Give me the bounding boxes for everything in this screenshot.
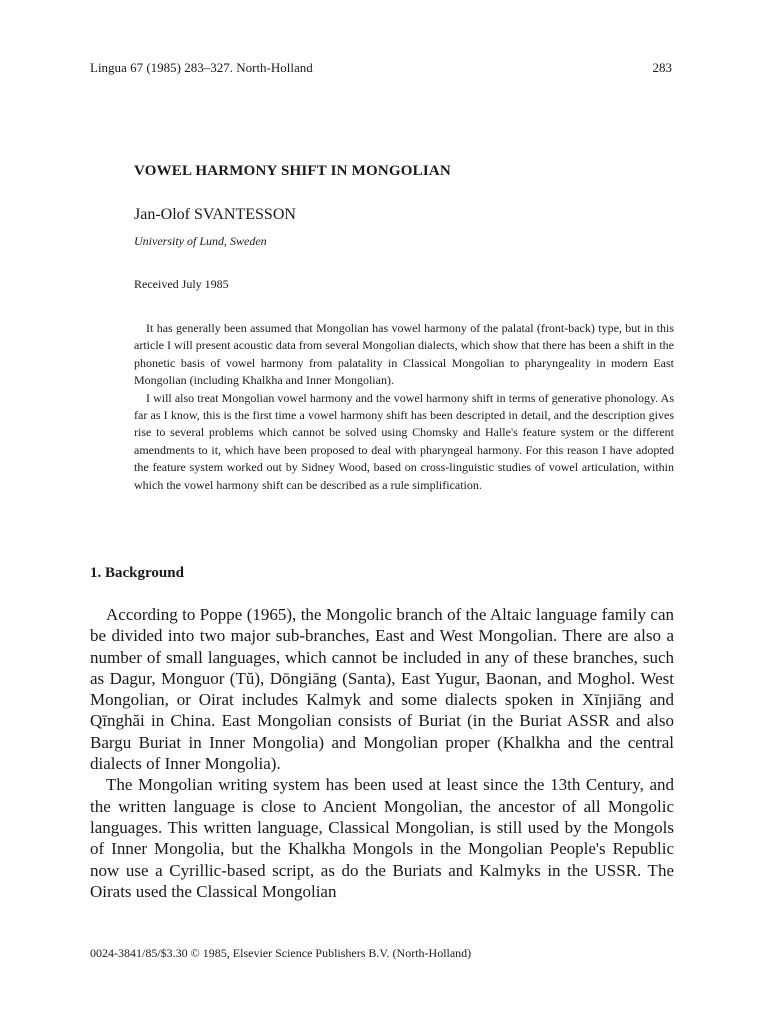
abstract (134, 320, 674, 494)
body-paragraph: The Mongolian writing system has been used at least since the 13th Century, and the written language is close to Ancient Mongolian, the ancestor of all Mongolic languages. This written language, Classical Mongolian, is still used by the Mongols of Inner Mongolia, but the Khalkha Mongols in the Mongolian People's Republic now use a Cyrillic-based script, as do the Buriats and Kalmyks in the USSR. The Oirats used the Classical Mongolian (90, 775, 674, 901)
page-number: 283 (652, 60, 672, 75)
section-body (90, 604, 674, 902)
running-head (90, 60, 672, 76)
body-paragraph: According to Poppe (1965), the Mongolic branch of the Altaic language family can be divided into two major sub-branches, East and West Mongolian. There are also a number of small languages, which cannot be included in any of these branches, such as Dagur, Monguor (Tŭ), Dōngiāng (Santa), East Yugur, Baonan, and Moghol. West Mongolian, or Oirat includes Kalmyk and some dialects spoken in Xīnjiāng and Qīnghăi in China. East Mongolian consists of Buriat (in the Buriat ASSR and also Bargu Buriat in Inner Mongolia) and Mongolian proper (Khalkha and the central dialects of Inner Mongolia). (90, 605, 674, 774)
abstract-paragraph: It has generally been assumed that Mongolian has vowel harmony of the palatal (front-back) type, but in this article I will present acoustic data from several Mongolian dialects, which show that there has been a shift in the phonetic basis of vowel harmony from palatality in Classical Mongolian to pharyngeality in modern East Mongolian (including Khalkha and Inner Mongolian). (134, 321, 674, 388)
copyright-footer: 0024-3841/85/$3.30 © 1985, Elsevier Science Publishers B.V. (North-Holland) (90, 946, 472, 960)
section-heading: 1. Background (90, 565, 184, 581)
abstract-paragraph: I will also treat Mongolian vowel harmony and the vowel harmony shift in terms of generative phonology. As far as I know, this is the first time a vowel harmony shift has been descripted in detail, and the description gives rise to several problems which cannot be solved using Chomsky and Halle's feature system or the different amendments to it, which have been proposed to deal with pharyngeal harmony. For this reason I have adopted the feature system worked out by Sidney Wood, based on cross-linguistic studies of vowel articulation, within which the vowel harmony shift can be described as a rule simplification. (134, 390, 674, 492)
article-author: Jan-Olof SVANTESSON (134, 206, 296, 223)
received-date: Received July 1985 (134, 277, 229, 291)
article-title: VOWEL HARMONY SHIFT IN MONGOLIAN (134, 163, 451, 179)
journal-reference: Lingua 67 (1985) 283–327. North-Holland (90, 60, 313, 75)
author-affiliation: University of Lund, Sweden (134, 234, 267, 248)
